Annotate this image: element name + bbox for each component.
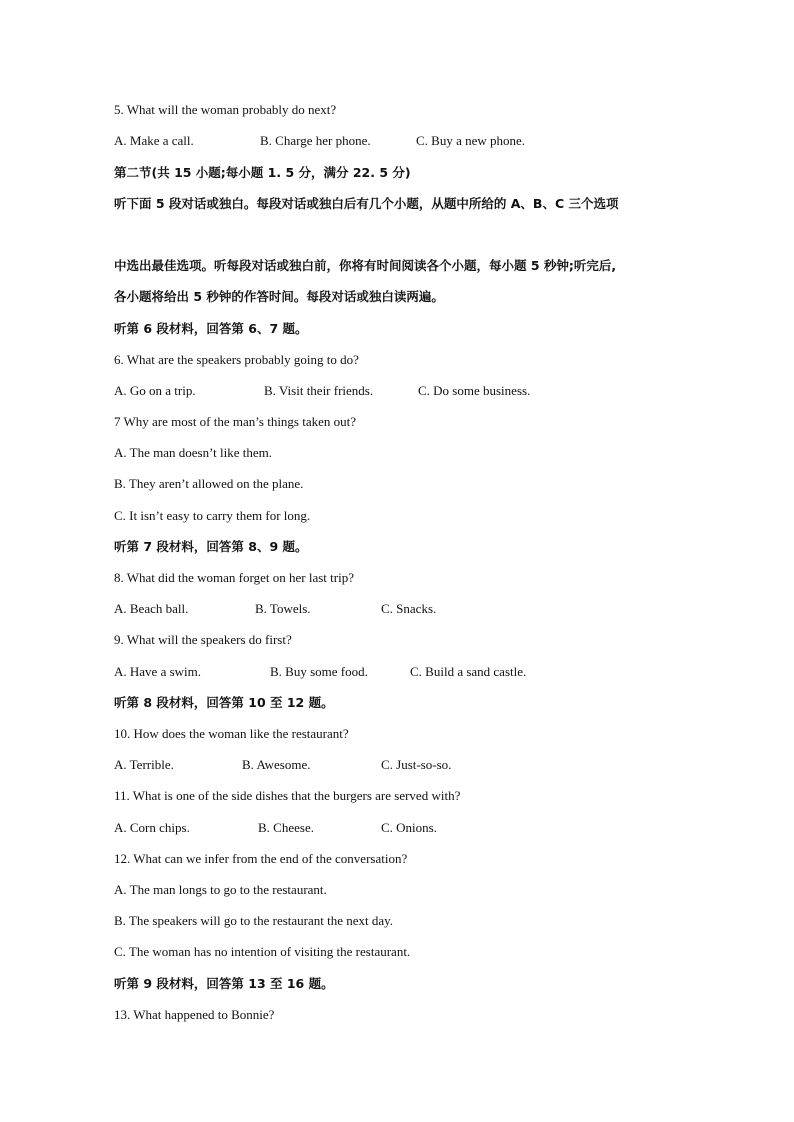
question-8-options xyxy=(114,601,674,617)
question-9-options xyxy=(114,664,674,680)
option-c: C. Snacks. xyxy=(381,601,437,616)
question-12: 12. What can we infer from the end of the conversation? xyxy=(114,851,408,866)
option-c: C. Build a sand castle. xyxy=(410,664,527,679)
question-13: 13. What happened to Bonnie? xyxy=(114,1007,275,1022)
question-9: 9. What will the speakers do first? xyxy=(114,632,292,647)
section-instructions-3: 各小题将给出 5 秒钟的作答时间。每段对话或独白读两遍。 xyxy=(114,289,444,304)
question-7-option-b: B. They aren’t allowed on the plane. xyxy=(114,476,304,491)
question-12-option-a: A. The man longs to go to the restaurant. xyxy=(114,882,327,897)
option-c: C. Do some business. xyxy=(418,383,531,398)
question-10: 10. How does the woman like the restaurant? xyxy=(114,726,349,741)
section-instructions-1: 听下面 5 段对话或独白。每段对话或独白后有几个小题，从题中所给的 A、B、C 三个选项 xyxy=(114,196,619,211)
option-c: C. Buy a new phone. xyxy=(416,133,526,148)
option-a: A. Go on a trip. xyxy=(114,383,196,398)
material-7-heading: 听第 7 段材料，回答第 8、9 题。 xyxy=(114,539,308,554)
question-5: 5. What will the woman probably do next? xyxy=(114,102,337,117)
material-9-heading: 听第 9 段材料，回答第 13 至 16 题。 xyxy=(114,976,334,991)
option-a: A. Terrible. xyxy=(114,757,174,772)
option-a: A. Beach ball. xyxy=(114,601,189,616)
option-a: A. Corn chips. xyxy=(114,820,190,835)
question-6-options xyxy=(114,383,674,399)
question-7-option-c: C. It isn’t easy to carry them for long. xyxy=(114,508,311,523)
option-a: A. Make a call. xyxy=(114,133,194,148)
option-b: B. Towels. xyxy=(255,601,311,616)
question-11-options xyxy=(114,820,674,836)
section-instructions-2: 中选出最佳选项。听每段对话或独白前，你将有时间阅读各个小题，每小题 5 秒钟;听完后, xyxy=(114,258,617,273)
question-6: 6. What are the speakers probably going to do? xyxy=(114,352,359,367)
question-12-option-c: C. The woman has no intention of visiting the restaurant. xyxy=(114,944,411,959)
option-c: C. Onions. xyxy=(381,820,437,835)
question-10-options xyxy=(114,757,674,773)
material-6-heading: 听第 6 段材料，回答第 6、7 题。 xyxy=(114,321,308,336)
option-b: B. Awesome. xyxy=(242,757,311,772)
option-b: B. Charge her phone. xyxy=(260,133,371,148)
material-8-heading: 听第 8 段材料，回答第 10 至 12 题。 xyxy=(114,695,334,710)
section-heading: 第二节(共 15 小题;每小题 1. 5 分，满分 22. 5 分) xyxy=(114,165,411,180)
option-c: C. Just-so-so. xyxy=(381,757,452,772)
option-b: B. Cheese. xyxy=(258,820,314,835)
question-11: 11. What is one of the side dishes that the burgers are served with? xyxy=(114,788,461,803)
option-b: B. Visit their friends. xyxy=(264,383,374,398)
question-8: 8. What did the woman forget on her last trip? xyxy=(114,570,354,585)
question-12-option-b: B. The speakers will go to the restaurant the next day. xyxy=(114,913,394,928)
question-5-options xyxy=(114,133,674,149)
question-7-option-a: A. The man doesn’t like them. xyxy=(114,445,273,460)
option-b: B. Buy some food. xyxy=(270,664,368,679)
option-a: A. Have a swim. xyxy=(114,664,202,679)
question-7: 7 Why are most of the man’s things taken out? xyxy=(114,414,357,429)
